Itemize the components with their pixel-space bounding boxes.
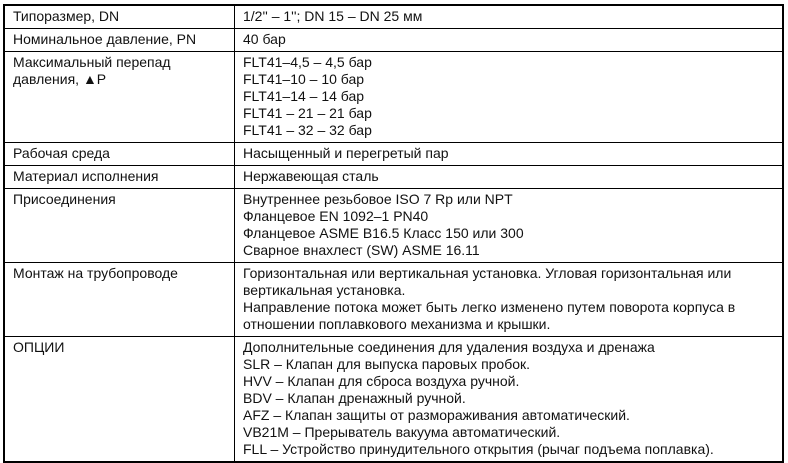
table-row (4, 52, 783, 143)
spec-label: Монтаж на трубопроводе (4, 263, 235, 337)
spec-label: Материал исполнения (4, 166, 235, 189)
spec-value-line: FLT41 – 32 – 32 бар (243, 122, 372, 138)
table-row (4, 337, 783, 463)
spec-label: Рабочая среда (4, 143, 235, 166)
spec-value-line: FLT41–14 – 14 бар (243, 88, 365, 104)
table-row (4, 166, 783, 189)
spec-value-line: HVV – Клапан для сброса воздуха ручной. (243, 373, 520, 389)
spec-value-cell (235, 189, 784, 263)
spec-value-line: Сварное внахлест (SW) ASME 16.11 (243, 242, 480, 258)
spec-value-cell (235, 29, 784, 52)
spec-label: Присоединения (4, 189, 235, 263)
table-row (4, 263, 783, 337)
table-row (4, 29, 783, 52)
table-row (4, 5, 783, 29)
spec-value-line: BDV – Клапан дренажный ручной. (243, 390, 466, 406)
spec-value-line: 40 бар (243, 31, 286, 47)
spec-value-cell (235, 263, 784, 337)
spec-value-line: SLR – Клапан для выпуска паровых пробок. (243, 356, 531, 372)
spec-value-line: Внутреннее резьбовое ISO 7 Rp или NPT (243, 191, 513, 207)
spec-value-cell (235, 166, 784, 189)
spec-value-line: Насыщенный и перегретый пар (243, 145, 449, 161)
spec-value-cell (235, 5, 784, 29)
spec-value-cell (235, 52, 784, 143)
spec-value-line: Фланцевое ASME B16.5 Класс 150 или 300 (243, 225, 524, 241)
spec-value-line: FLT41–4,5 – 4,5 бар (243, 54, 372, 70)
spec-value-line: Нержавеющая сталь (243, 168, 379, 184)
spec-value-line: FLT41 – 21 – 21 бар (243, 105, 372, 121)
spec-table-body (4, 5, 783, 462)
spec-value-line: FLT41–10 – 10 бар (243, 71, 365, 87)
spec-value-line: Фланцевое EN 1092–1 PN40 (243, 208, 429, 224)
table-row (4, 189, 783, 263)
spec-label: Типоразмер, DN (4, 5, 235, 29)
spec-value-line: Горизонтальная или вертикальная установка. Угловая горизонтальная или вертикальная установка. (243, 265, 732, 298)
spec-value-cell (235, 143, 784, 166)
spec-value-line: VB21M – Прерыватель вакуума автоматический. (243, 424, 561, 440)
spec-value-line: Направление потока может быть легко изменено путем поворота корпуса в отношении поплавкового механизма и крышки. (243, 299, 736, 332)
spec-value-cell (235, 337, 784, 463)
spec-value-line: AFZ – Клапан защиты от размораживания автоматический. (243, 407, 630, 423)
spec-label: ОПЦИИ (4, 337, 235, 463)
spec-value-line: 1/2'' – 1''; DN 15 – DN 25 мм (243, 8, 423, 24)
spec-label: Номинальное давление, PN (4, 29, 235, 52)
spec-value-line: Дополнительные соединения для удаления воздуха и дренажа (243, 339, 655, 355)
spec-table (3, 4, 784, 463)
datasheet-page (0, 4, 788, 457)
table-row (4, 143, 783, 166)
spec-value-line: FLL – Устройство принудительного открытия (рычаг подъема поплавка). (243, 441, 714, 457)
spec-label: Максимальный перепад давления, ▲P (4, 52, 235, 143)
